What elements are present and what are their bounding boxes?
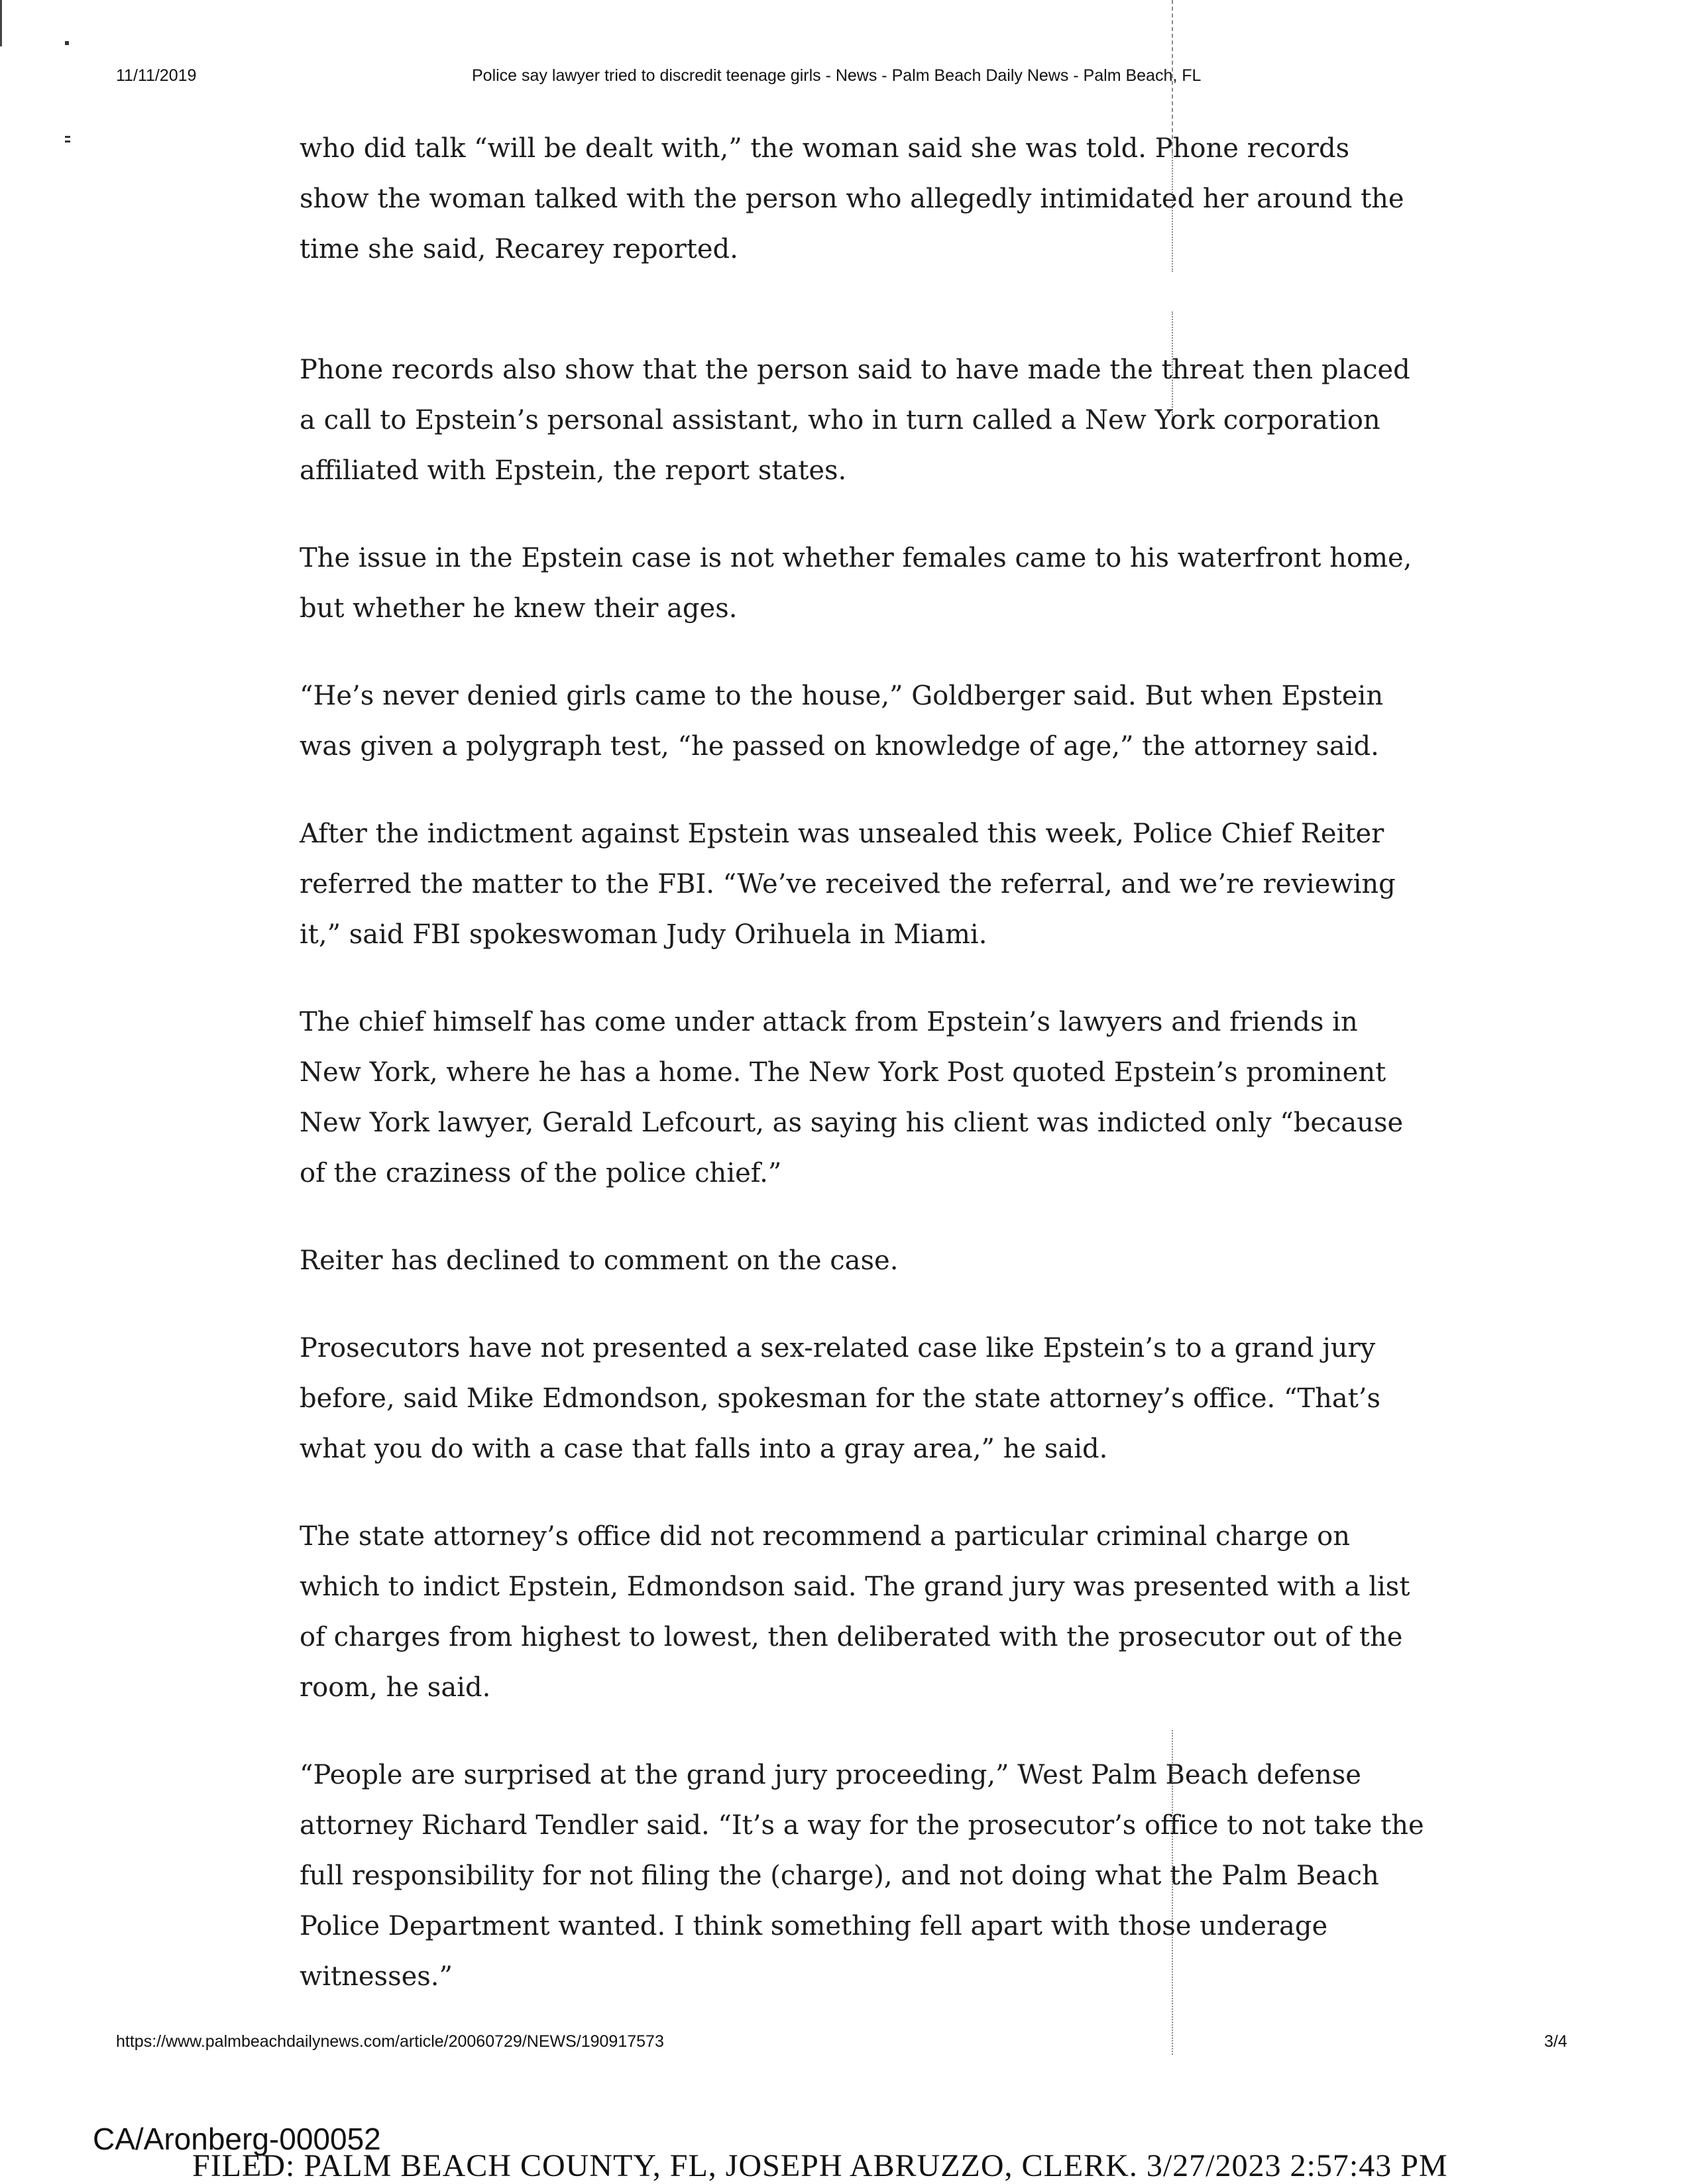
article-paragraph: “He’s never denied girls came to the house,” Goldberger said. But when Epstein was given a polygraph test, “he passed on knowledge of age,” the attorney said. — [300, 681, 1384, 762]
print-page-title: Police say lawyer tried to discredit teenage girls - News - Palm Beach Daily News - Palm Beach, FL — [472, 66, 1202, 85]
article-paragraph: The chief himself has come under attack from Epstein’s lawyers and friends in New York, where he has a home. The New York Post quoted Epstein’s prominent New York lawyer, Gerald Lefcourt, as saying his client was indicted only “because of the craziness of the police chief.” — [300, 1007, 1404, 1188]
article-paragraph: Reiter has declined to comment on the case. — [300, 1245, 899, 1276]
scan-speck — [65, 136, 70, 138]
print-date: 11/11/2019 — [116, 66, 197, 85]
bates-stamp: CA/Aronberg-000052 — [93, 2122, 381, 2156]
article-paragraph: After the indictment against Epstein was unsealed this week, Police Chief Reiter referred the matter to the FBI. “We’ve received the referral, and we’re reviewing it,” said FBI spokeswoman Judy Orihuela in Miami. — [300, 819, 1396, 950]
article-paragraph: who did talk “will be dealt with,” the woman said she was told. Phone records show the woman talked with the person who allegedly intimidated her around the time she said, Recarey reported. — [300, 133, 1404, 264]
article-paragraph: “People are surprised at the grand jury proceeding,” West Palm Beach defense attorney Richard Tendler said. “It’s a way for the prosecutor’s office to not take the full responsibility for not filing the (charge), and not doing what the Palm Beach Police Department wanted. I think something fell apart with those underage witnesses.” — [300, 1760, 1424, 1992]
article-paragraph: Phone records also show that the person said to have made the threat then placed a call to Epstein’s personal assistant, who in turn called a New York corporation affiliated with Epstein, the report states. — [300, 355, 1410, 486]
article-paragraph: The issue in the Epstein case is not whether females came to his waterfront home, but whether he knew their ages. — [300, 543, 1412, 624]
scan-speck — [65, 41, 69, 45]
print-url: https://www.palmbeachdailynews.com/article/20060729/NEWS/190917573 — [116, 2032, 664, 2051]
article-body — [300, 123, 1426, 2039]
article-paragraph: Prosecutors have not presented a sex-related case like Epstein’s to a grand jury before, said Mike Edmondson, spokesman for the state attorney’s office. “That’s what you do with a case that falls into a gray area,” he said. — [300, 1333, 1381, 1464]
scan-edge-mark — [0, 0, 2, 46]
scan-speck — [65, 141, 70, 143]
article-paragraph: The state attorney’s office did not recommend a particular criminal charge on which to indict Epstein, Edmondson said. The grand jury was presented with a list of charges from highest to lowest, then deliberated with the prosecutor out of the room, he said. — [300, 1521, 1410, 1703]
print-page-number: 3/4 — [1544, 2032, 1567, 2051]
filed-stamp: FILED: PALM BEACH COUNTY, FL, JOSEPH ABRUZZO, CLERK. 3/27/2023 2:57:43 PM — [192, 2148, 1448, 2183]
